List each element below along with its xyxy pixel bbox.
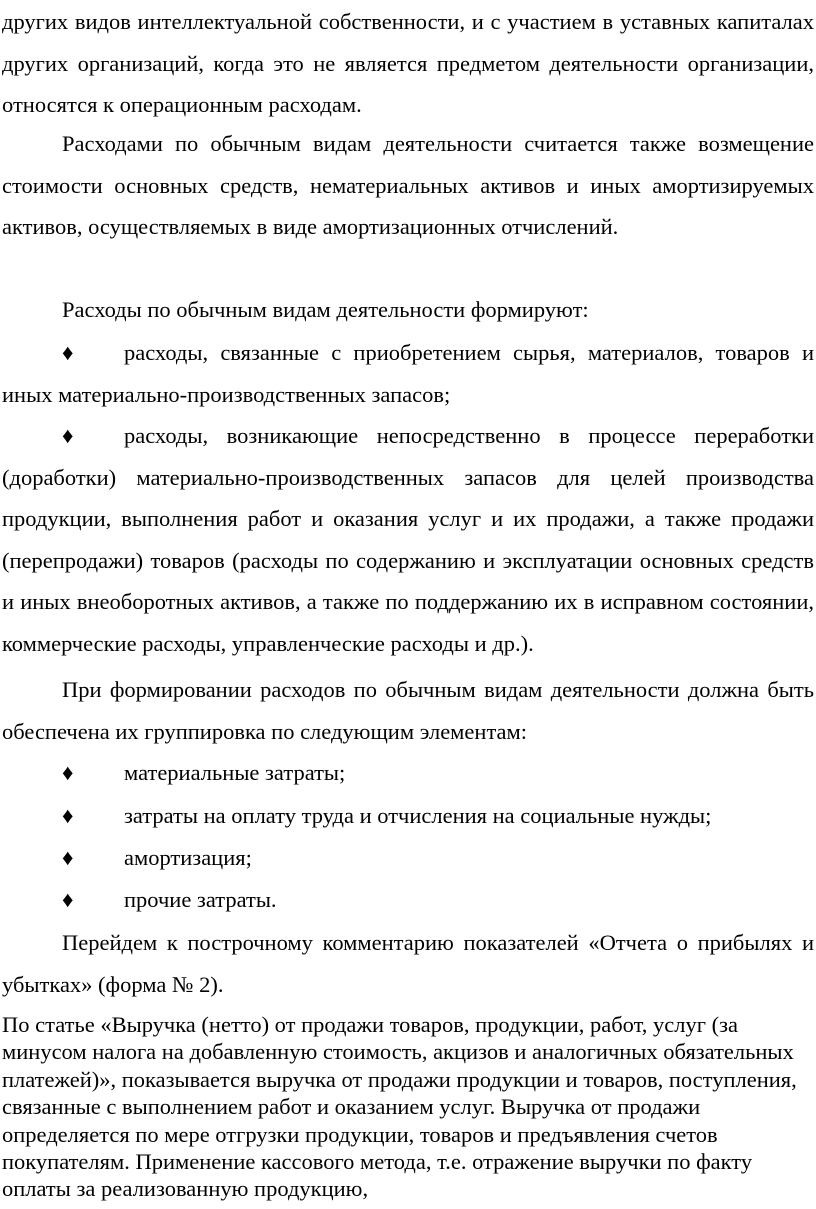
bullet-item-text: затраты на оплату труда и отчисления на социальные нужды; xyxy=(124,803,712,828)
paragraph-grouping: При формировании расходов по обычным видам деятельности должна быть обеспечена их группировка по следующим элементам: xyxy=(2,677,814,744)
paragraph-amortization: Расходами по обычным видам деятельности считается также возмещение стоимости основных средств, нематериальных активов и иных амортизируемых активов, осуществляемых в виде амортизационных отчислений. xyxy=(2,131,814,239)
diamond-bullet-icon: ♦ xyxy=(62,340,74,365)
bullet-item xyxy=(2,879,814,921)
diamond-bullet-icon: ♦ xyxy=(62,760,74,785)
diamond-bullet-icon: ♦ xyxy=(62,845,74,870)
diamond-bullet-icon: ♦ xyxy=(62,887,74,912)
bullet-item xyxy=(2,837,814,879)
diamond-bullet-icon: ♦ xyxy=(62,423,74,448)
paragraph-revenue: По статье «Выручка (нетто) от продажи товаров, продукции, работ, услуг (за минусом налога на добавленную стоимость, акцизов и аналогичных обязательных платежей)», показывается выручка от продажи продукции и товаров, поступления, связанные с выполнением работ и оказанием услуг. Выручка от продажи определяется по мере отгрузки продукции, товаров и предъявления счетов покупателям. Применение кассового метода, т.е. отражение выручки по факту оплаты за реализованную продукцию, xyxy=(2,1012,797,1202)
bullet-item xyxy=(2,332,814,415)
bullet-item-text: материальные затраты; xyxy=(124,760,346,785)
bullet-item-text: расходы, связанные с приобретением сырья, материалов, товаров и иных материально-производственных запасов; xyxy=(2,340,814,407)
bullet-item xyxy=(2,415,814,664)
bullet-item xyxy=(2,752,814,794)
bullet-item-text: прочие затраты. xyxy=(124,887,277,912)
paragraph-line-commentary: Перейдем к построчному комментарию показателей «Отчета о прибылях и убытках» (форма № 2). xyxy=(2,930,814,997)
bullet-item xyxy=(2,795,814,837)
bullet-item-text: расходы, возникающие непосредственно в процессе переработки (доработки) материально-производственных запасов для целей производства продукции, выполнения работ и оказания услуг и их продажи, а также продажи (перепродажи) товаров (расходы по содержанию и эксплуатации основных средств и иных внеоборотных активов, а также по поддержанию их в исправном состоянии, коммерческие расходы, управленческие расходы и др.). xyxy=(2,423,814,656)
bullet-item-text: амортизация; xyxy=(124,845,252,870)
paragraph-expenses-formed: Расходы по обычным видам деятельности формируют: xyxy=(62,297,589,322)
diamond-bullet-icon: ♦ xyxy=(62,803,74,828)
paragraph-continuation: других видов интеллектуальной собственности, и с участием в уставных капиталах других организаций, когда это не является предметом деятельности организации, относятся к операционным расходам. xyxy=(2,9,814,117)
